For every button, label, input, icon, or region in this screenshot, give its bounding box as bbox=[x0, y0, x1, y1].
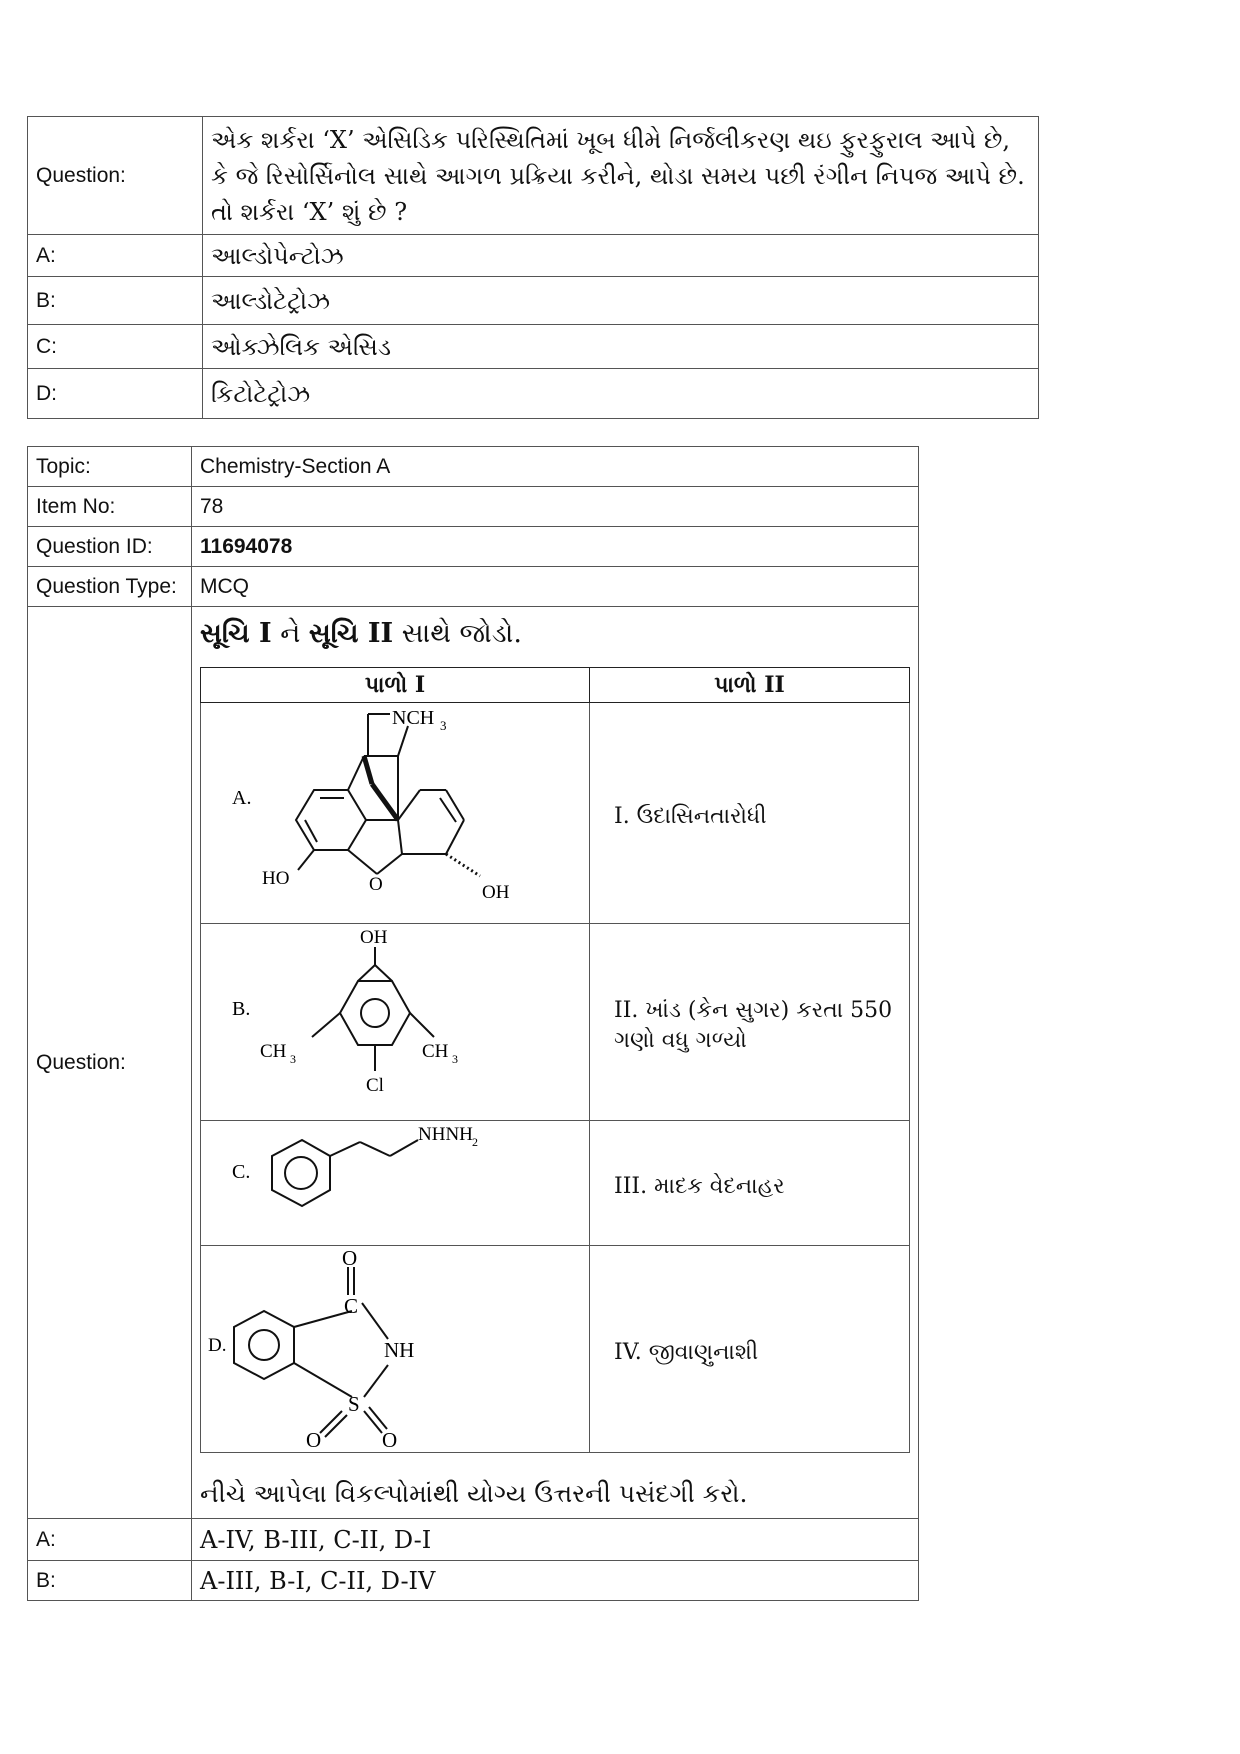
option-d-text: કિટોટેટ્રોઝ bbox=[203, 369, 1039, 419]
molecule-d-cell bbox=[201, 1246, 590, 1453]
label-oh: OH bbox=[482, 882, 510, 903]
option-b-label: B: bbox=[28, 277, 203, 325]
stem-end: સાથે જોડો. bbox=[393, 618, 522, 649]
topic-value: Chemistry-Section A bbox=[192, 447, 919, 487]
molecule-c-cell bbox=[201, 1121, 590, 1246]
item-no-label: Item No: bbox=[28, 487, 192, 527]
stem-list-1: સૂચિ I bbox=[200, 618, 272, 649]
question-stem bbox=[200, 611, 910, 667]
q2-option-b-text: A-III, B-I, C-II, D-IV bbox=[192, 1561, 919, 1601]
option-c-text: ઓક્ઝેલિક એસિડ bbox=[203, 325, 1039, 369]
label-b-ch3-right-sub: 3 bbox=[452, 1052, 458, 1066]
col2-header: પાળો II bbox=[590, 668, 910, 703]
match-row-c bbox=[201, 1121, 910, 1246]
label-o: O bbox=[369, 874, 383, 895]
label-d-nh: NH bbox=[384, 1338, 415, 1362]
label-d-c: C bbox=[344, 1294, 359, 1318]
molecule-c-structure bbox=[202, 1122, 582, 1244]
label-b-ch3-right: CH bbox=[422, 1041, 449, 1062]
label-b-oh: OH bbox=[360, 927, 388, 948]
label-nch-sub: 3 bbox=[440, 718, 447, 733]
option-a-label: A: bbox=[28, 235, 203, 277]
question-2-table bbox=[27, 446, 919, 1601]
stem-mid: ને bbox=[271, 618, 309, 649]
molecule-b-cell bbox=[201, 924, 590, 1121]
label-nhnh: NHNH bbox=[418, 1124, 473, 1145]
question-id-label: Question ID: bbox=[28, 527, 192, 567]
ring-d bbox=[234, 1311, 294, 1379]
question-text: એક શર્કરા ‘X’ એસિડિક પરિસ્થિતિમાં ખૂબ ધીમે નિર્જલીકરણ થઇ ફુરફુરાલ આપે છે, કે જે રિસોર્સિનોલ સાથે આગળ પ્રક્રિયા કરીને, થોડા સમય પછી રંગીન નિપજ આપે છે. તો શર્કરા ‘X’ શું છે ? bbox=[203, 117, 1039, 235]
label-d-o1: O bbox=[306, 1428, 322, 1451]
row-c-letter: C. bbox=[232, 1161, 251, 1183]
question-label: Question: bbox=[28, 117, 203, 235]
list-2-item-ii: II. ખાંડ (કેન સુગર) કરતા 550 ગણો વધુ ગળ્યો bbox=[590, 924, 910, 1121]
match-row-d bbox=[201, 1246, 910, 1453]
question-type-label: Question Type: bbox=[28, 567, 192, 607]
question-label: Question: bbox=[28, 607, 192, 1519]
col1-header: પાળો I bbox=[201, 668, 590, 703]
topic-label: Topic: bbox=[28, 447, 192, 487]
label-nhnh-sub: 2 bbox=[472, 1135, 478, 1149]
label-d-s: S bbox=[348, 1392, 360, 1416]
question-id-value: 11694078 bbox=[192, 527, 919, 567]
q2-option-a-text: A-IV, B-III, C-II, D-I bbox=[192, 1519, 919, 1561]
row-a-letter: A. bbox=[232, 787, 252, 809]
label-b-ch3-left: CH bbox=[260, 1041, 287, 1062]
ring-c bbox=[272, 1140, 330, 1206]
item-no-value: 78 bbox=[192, 487, 919, 527]
label-b-cl: Cl bbox=[366, 1075, 384, 1096]
list-2-item-i: I. ઉદાસિનતારોધી bbox=[590, 703, 910, 924]
label-nch: NCH bbox=[392, 707, 435, 729]
list-2-item-iii: III. માદક વેદનાહર bbox=[590, 1121, 910, 1246]
match-row-a bbox=[201, 703, 910, 924]
label-b-ch3-left-sub: 3 bbox=[290, 1052, 296, 1066]
question-body bbox=[192, 607, 919, 1519]
option-c-label: C: bbox=[28, 325, 203, 369]
label-ho: HO bbox=[262, 868, 290, 889]
q2-option-b-label: B: bbox=[28, 1561, 192, 1601]
match-row-b bbox=[201, 924, 910, 1121]
row-b-letter: B. bbox=[232, 998, 251, 1020]
ring-b bbox=[340, 981, 410, 1045]
label-d-o-top: O bbox=[342, 1247, 358, 1270]
row-d-letter: D. bbox=[208, 1335, 227, 1356]
option-a-text: આલ્ડોપેન્ટોઝ bbox=[203, 235, 1039, 277]
question-1-table bbox=[27, 116, 1039, 419]
molecule-b-structure bbox=[202, 925, 582, 1119]
question-type-value: MCQ bbox=[192, 567, 919, 607]
q2-option-a-label: A: bbox=[28, 1519, 192, 1561]
label-d-o2: O bbox=[382, 1428, 398, 1451]
stem-list-2: સૂચિ II bbox=[308, 618, 394, 649]
option-b-text: આલ્ડોટેટ્રોઝ bbox=[203, 277, 1039, 325]
question-footer: નીચે આપેલા વિકલ્પોમાંથી યોગ્ય ઉત્તરની પસંદગી કરો. bbox=[200, 1479, 748, 1508]
molecule-a-cell bbox=[201, 703, 590, 924]
molecule-a-structure bbox=[202, 704, 582, 922]
match-table bbox=[200, 667, 910, 1453]
molecule-d-structure bbox=[202, 1247, 582, 1451]
option-d-label: D: bbox=[28, 369, 203, 419]
list-2-item-iv: IV. જીવાણુનાશી bbox=[590, 1246, 910, 1453]
